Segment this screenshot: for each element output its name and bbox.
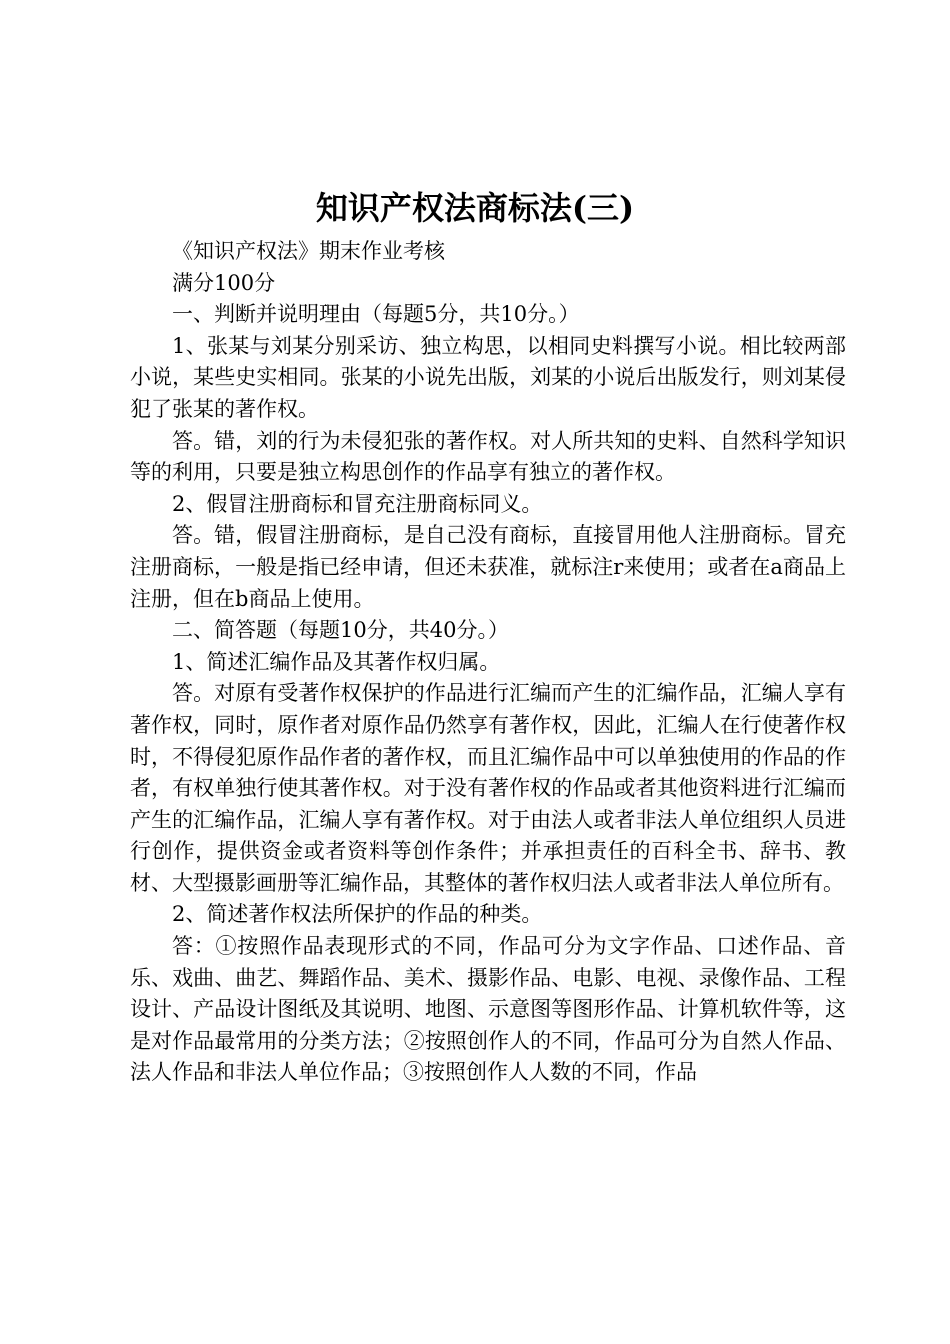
- paragraph-answer-1-2: 答。错，假冒注册商标，是自己没有商标，直接冒用他人注册商标。冒充注册商标，一般是指已经申请，但还未获准，就标注r来使用；或者在a商品上注册，但在b商品上使用。: [130, 523, 846, 611]
- paragraph-question-1-1: 1、张某与刘某分别采访、独立构思，以相同史料撰写小说。相比较两部小说，某些史实相同。张某的小说先出版，刘某的小说后出版发行，则刘某侵犯了张某的著作权。: [130, 333, 846, 421]
- paragraph-question-2-1: 1、简述汇编作品及其著作权归属。: [172, 649, 501, 674]
- paragraph-course-heading: 《知识产权法》期末作业考核: [172, 239, 445, 263]
- paragraph-question-1-2: 2、假冒注册商标和冒充注册商标同义。: [172, 491, 543, 516]
- document-body: [130, 236, 846, 1089]
- paragraph-full-score: 满分100分: [172, 270, 276, 295]
- paragraph-answer-1-1: 答。错，刘的行为未侵犯张的著作权。对人所共知的史料、自然科学知识等的利用，只要是独立构思创作的作品享有独立的著作权。: [130, 428, 846, 485]
- document-title: 知识产权法商标法(三): [315, 189, 635, 227]
- paragraph-section-one-heading: 一、判断并说明理由（每题5分，共10分。）: [172, 302, 580, 327]
- paragraph-answer-2-2: 答：①按照作品表现形式的不同，作品可分为文字作品、口述作品、音乐、戏曲、曲艺、舞蹈作品、美术、摄影作品、电影、电视、录像作品、工程设计、产品设计图纸及其说明、地图、示意图等图形作品、计算机软件等，这是对作品最常用的分类方法；②按照创作人的不同，作品可分为自然人作品、法人作品和非法人单位作品；③按照创作人人数的不同，作品: [130, 934, 846, 1085]
- paragraph-answer-2-1: 答。对原有受著作权保护的作品进行汇编而产生的汇编作品，汇编人享有著作权，同时，原作者对原作品仍然享有著作权，因此，汇编人在行使著作权时，不得侵犯原作品作者的著作权，而且汇编作品中可以单独使用的作品的作者，有权单独行使其著作权。对于没有著作权的作品或者其他资料进行汇编而产生的汇编作品，汇编人享有著作权。对于由法人或者非法人单位组织人员进行创作，提供资金或者资料等创作条件；并承担责任的百科全书、辞书、教材、大型摄影画册等汇编作品，其整体的著作权归法人或者非法人单位所有。: [130, 681, 846, 895]
- paragraph-section-two-heading: 二、简答题（每题10分，共40分。）: [172, 618, 509, 643]
- paragraph-question-2-2: 2、简述著作权法所保护的作品的种类。: [172, 902, 543, 927]
